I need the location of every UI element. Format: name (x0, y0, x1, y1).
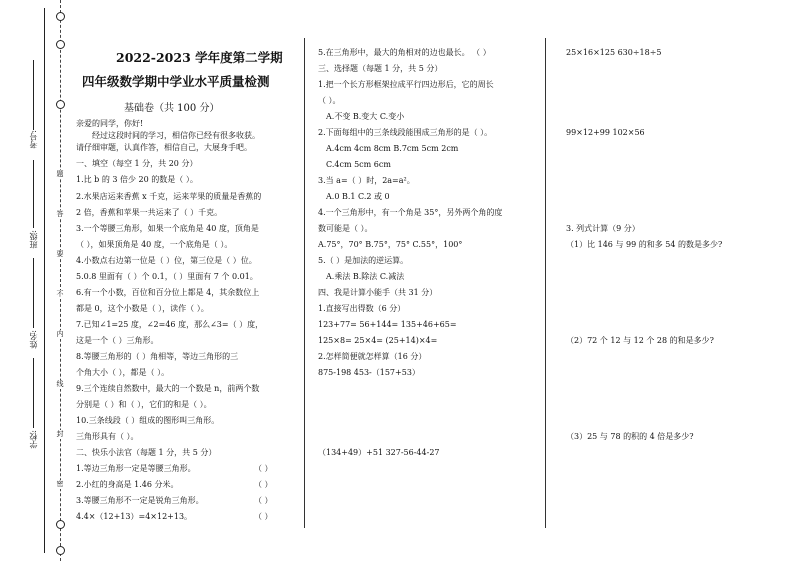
exam-title-year: 2022-2023 学年度第二学期 (116, 50, 283, 65)
choice-question: 4.一个三角形中，有一个角是 35°，另外两个角的度 (318, 208, 503, 217)
choice-options: A.4cm 4cm 8cm B.7cm 5cm 2cm (326, 144, 459, 153)
name-field[interactable] (33, 258, 34, 328)
choice-question: （ ）。 (318, 96, 341, 105)
binding-char: 题 (56, 170, 64, 178)
calc-row: 123+77= 56+144= 135+46+65= (318, 320, 457, 329)
class-field[interactable] (33, 160, 34, 228)
choice-question: 1.把一个长方形框架拉成平行四边形后，它的周长 (318, 80, 494, 89)
judge-question: 2.小红的身高是 1.46 分米。 (76, 480, 179, 489)
choice-question: 2.下面每组中的三条线段能围成三角形的是（ ）。 (318, 128, 493, 137)
question-line: 都是 0，这个小数是（ ），读作（ ）。 (76, 304, 209, 313)
binding-char: 答 (56, 210, 64, 218)
binding-ring (56, 40, 65, 49)
student-id-label: 考号: (29, 130, 38, 149)
binding-ring (56, 520, 65, 529)
word-problem: （2）72 个 12 与 12 个 28 的和是多少? (566, 336, 714, 345)
student-id-field[interactable] (33, 60, 34, 130)
calc-row: 25×16×125 630÷18÷5 (566, 48, 662, 57)
binding-char: 密 (56, 480, 64, 488)
question-line: 三角形具有（ ）。 (76, 432, 139, 441)
binding-solid-line (44, 8, 45, 553)
choice-question: 数可能是（ ）。 (318, 224, 373, 233)
choice-options: A.乘法 B.除法 C.减法 (326, 272, 405, 281)
binding-ring (56, 546, 65, 555)
word-problem: （1）比 146 与 99 的和多 54 的数是多少? (566, 240, 723, 249)
binding-ring (56, 12, 65, 21)
question-line: 4.小数点右边第一位是（ ）位，第三位是（ ）位。 (76, 256, 257, 265)
binding-char: 封 (56, 430, 64, 438)
choice-options: A.75°，70° B.75°，75° C.55°，100° (318, 240, 463, 249)
question-line: 8.等腰三角形的（ ）角相等，等边三角形的三 (76, 352, 239, 361)
calc-row: 99×12+99 102×56 (566, 128, 645, 137)
calc-row: （134+49）+51 327-56-44-27 (318, 448, 440, 457)
intro-line: 请仔细审题，认真作答，相信自己，大展身手吧。 (76, 143, 252, 152)
section-heading: 四、我是计算小能手（共 31 分） (318, 288, 438, 297)
judge-question: 5.在三角形中，最大的角相对的边也最长。 （ ） (318, 48, 491, 57)
intro-greeting: 亲爱的同学，你好! (76, 119, 144, 128)
choice-options: C.4cm 5cm 6cm (326, 160, 391, 169)
class-label: 班级: (29, 230, 38, 249)
question-line: 2 倍，香蕉和苹果一共运来了（ ）千克。 (76, 208, 223, 217)
question-line: 3.一个等腰三角形，如果一个底角是 40 度，顶角是 (76, 224, 259, 233)
binding-char: 不 (56, 290, 64, 298)
column-divider (304, 38, 305, 528)
section-heading: 三、选择题（每题 1 分，共 5 分） (318, 64, 443, 73)
judge-question: 3.等腰三角形不一定是锐角三角形。 (76, 496, 204, 505)
binding-dashed-line (60, 0, 61, 561)
question-line: 9.三个连续自然数中，最大的一个数是 n，前两个数 (76, 384, 260, 393)
exam-subtitle: 基础卷（共 100 分） (124, 103, 220, 114)
choice-question: 5.（ ）是加法的逆运算。 (318, 256, 409, 265)
binding-char: 线 (56, 380, 64, 388)
question-line: 这是一个（ ）三角形。 (76, 336, 159, 345)
judge-answer-blank[interactable]: （ ） (254, 464, 273, 473)
choice-question: 3.当 a=（ ）时，2a=a²。 (318, 176, 415, 185)
column-divider (545, 38, 546, 528)
intro-line: 经过这段时间的学习，相信你已经有很多收获。 (92, 131, 260, 140)
judge-answer-blank[interactable]: （ ） (254, 496, 273, 505)
judge-question: 1.等边三角形一定是等腰三角形。 (76, 464, 196, 473)
question-line: 分别是（ ）和（ ），它们的和是（ ）。 (76, 400, 212, 409)
name-label: 姓名: (29, 330, 38, 349)
question-line: 6.有一个小数，百位和百分位上都是 4，其余数位上 (76, 288, 260, 297)
choice-options: A.不变 B.变大 C.变小 (326, 112, 405, 121)
subsection-heading: 2.怎样简便就怎样算（16 分） (318, 352, 427, 361)
school-field[interactable] (33, 358, 34, 428)
school-label: 学校: (29, 430, 38, 449)
exam-title-main: 四年级数学期中学业水平质量检测 (82, 74, 270, 89)
question-line: 2.水果店运来香蕉 x 千克，运来苹果的质量是香蕉的 (76, 192, 262, 201)
binding-char: 内 (56, 330, 64, 338)
question-line: （ ），如果顶角是 40 度，一个底角是（ ）。 (76, 240, 233, 249)
judge-answer-blank[interactable]: （ ） (254, 480, 273, 489)
section-heading: 二、快乐小法官（每题 1 分，共 5 分） (76, 448, 217, 457)
question-line: 个角大小（ ），都是（ ）。 (76, 368, 170, 377)
question-line: 5.0.8 里面有（ ）个 0.1，（ ）里面有 7 个 0.01。 (76, 272, 258, 281)
calc-row: 875-198 453-（157+53） (318, 368, 420, 377)
word-problem: （3）25 与 78 的积的 4 倍是多少? (566, 432, 694, 441)
question-line: 10.三条线段（ ）组成的图形叫三角形。 (76, 416, 220, 425)
section-heading: 3. 列式计算（9 分） (566, 224, 640, 233)
section-heading: 一、填空（每空 1 分，共 20 分） (76, 159, 198, 168)
judge-answer-blank[interactable]: （ ） (254, 512, 273, 521)
judge-question: 4.4×（12+13）=4×12+13。 (76, 512, 193, 521)
question-line: 7.已知∠1=25 度，∠2=46 度，那么∠3=（ ）度， (76, 320, 264, 329)
binding-ring (56, 100, 65, 109)
subsection-heading: 1.直接写出得数（6 分） (318, 304, 406, 313)
choice-options: A.0 B.1 C.2 或 0 (326, 192, 390, 201)
question-line: 1.比 b 的 3 倍少 20 的数是（ ）。 (76, 175, 198, 184)
binding-char: 要 (56, 250, 64, 258)
calc-row: 125×8= 25×4= (25+14)×4= (318, 336, 438, 345)
binding-margin (0, 0, 64, 561)
